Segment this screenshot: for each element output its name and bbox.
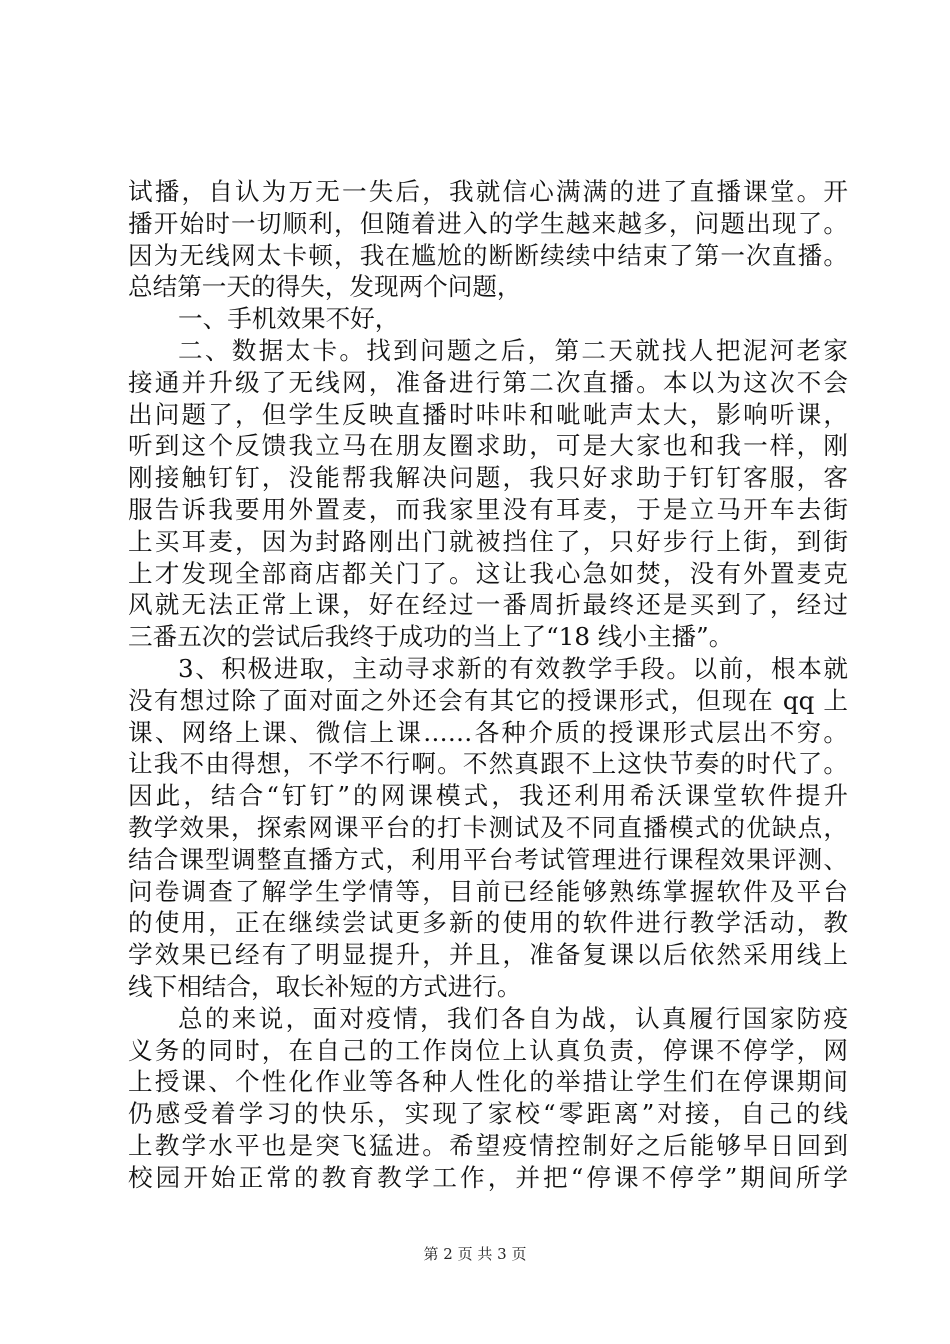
text-line: 上教学水平也是突飞猛进。希望疫情控制好之后能够早日回到 bbox=[128, 1130, 848, 1160]
text-line: 因为无线网太卡顿，我在尴尬的断断续续中结束了第一次直播。 bbox=[128, 240, 848, 270]
text-line: 课、网络上课、微信上课……各种介质的授课形式层出不穷。 bbox=[128, 717, 848, 747]
text-line: 一、手机效果不好， bbox=[178, 304, 400, 334]
text-line: 试播，自认为万无一失后，我就信心满满的进了直播课堂。开 bbox=[128, 177, 848, 206]
body-text bbox=[128, 176, 848, 1194]
text-line: 上才发现全部商店都关门了。这让我心急如焚，没有外置麦克 bbox=[128, 558, 848, 588]
text-line: 播开始时一切顺利，但随着进入的学生越来越多，问题出现了。 bbox=[128, 208, 848, 238]
text-line: 刚接触钉钉，没能帮我解决问题，我只好求助于钉钉客服，客 bbox=[128, 463, 848, 493]
text-line: 二、数据太卡。找到问题之后，第二天就找人把泥河老家 bbox=[178, 335, 848, 365]
text-line: 三番五次的尝试后我终于成功的当上了“18 线小主播”。 bbox=[128, 622, 734, 652]
text-line: 接通并升级了无线网，准备进行第二次直播。本以为这次不会 bbox=[128, 367, 848, 397]
text-line: 总结第一天的得失，发现两个问题， bbox=[128, 272, 522, 302]
text-line: 仍感受着学习的快乐，实现了家校“零距离”对接，自己的线 bbox=[128, 1099, 848, 1129]
text-line: 校园开始正常的教育教学工作，并把“停课不停学”期间所学 bbox=[128, 1162, 848, 1192]
text-line: 总的来说，面对疫情，我们各自为战，认真履行国家防疫 bbox=[178, 1003, 848, 1033]
text-line: 上授课、个性化作业等各种人性化的举措让学生们在停课期间 bbox=[128, 1067, 848, 1097]
text-line: 风就无法正常上课，好在经过一番周折最终还是买到了，经过 bbox=[128, 590, 848, 620]
text-line: 教学效果，探索网课平台的打卡测试及不同直播模式的优缺点， bbox=[128, 812, 848, 842]
text-line: 服告诉我要用外置麦，而我家里没有耳麦，于是立马开车去街 bbox=[128, 494, 848, 524]
text-line: 因此，结合“钉钉”的网课模式，我还利用希沃课堂软件提升 bbox=[128, 781, 848, 811]
text-line: 没有想过除了面对面之外还会有其它的授课形式，但现在 qq 上 bbox=[128, 685, 848, 715]
text-line: 线下相结合，取长补短的方式进行。 bbox=[128, 971, 522, 1001]
text-line: 的使用，正在继续尝试更多新的使用的软件进行教学活动，教 bbox=[128, 908, 848, 938]
text-line: 听到这个反馈我立马在朋友圈求助，可是大家也和我一样，刚 bbox=[128, 431, 848, 461]
page-footer: 第 2 页 共 3 页 bbox=[423, 1245, 527, 1263]
text-line: 问卷调查了解学生学情等，目前已经能够熟练掌握软件及平台 bbox=[128, 876, 848, 906]
text-line: 学效果已经有了明显提升，并且，准备复课以后依然采用线上 bbox=[128, 940, 848, 970]
text-line: 结合课型调整直播方式，利用平台考试管理进行课程效果评测、 bbox=[128, 844, 848, 874]
text-line: 出问题了，但学生反映直播时咔咔和呲呲声太大，影响听课， bbox=[128, 399, 848, 429]
text-line: 让我不由得想，不学不行啊。不然真跟不上这快节奏的时代了。 bbox=[128, 749, 848, 779]
text-line: 3、积极进取，主动寻求新的有效教学手段。以前，根本就 bbox=[178, 653, 848, 683]
text-line: 义务的同时，在自己的工作岗位上认真负责，停课不停学，网 bbox=[128, 1035, 848, 1065]
text-line: 上买耳麦，因为封路刚出门就被挡住了，只好步行上街，到街 bbox=[128, 526, 848, 556]
